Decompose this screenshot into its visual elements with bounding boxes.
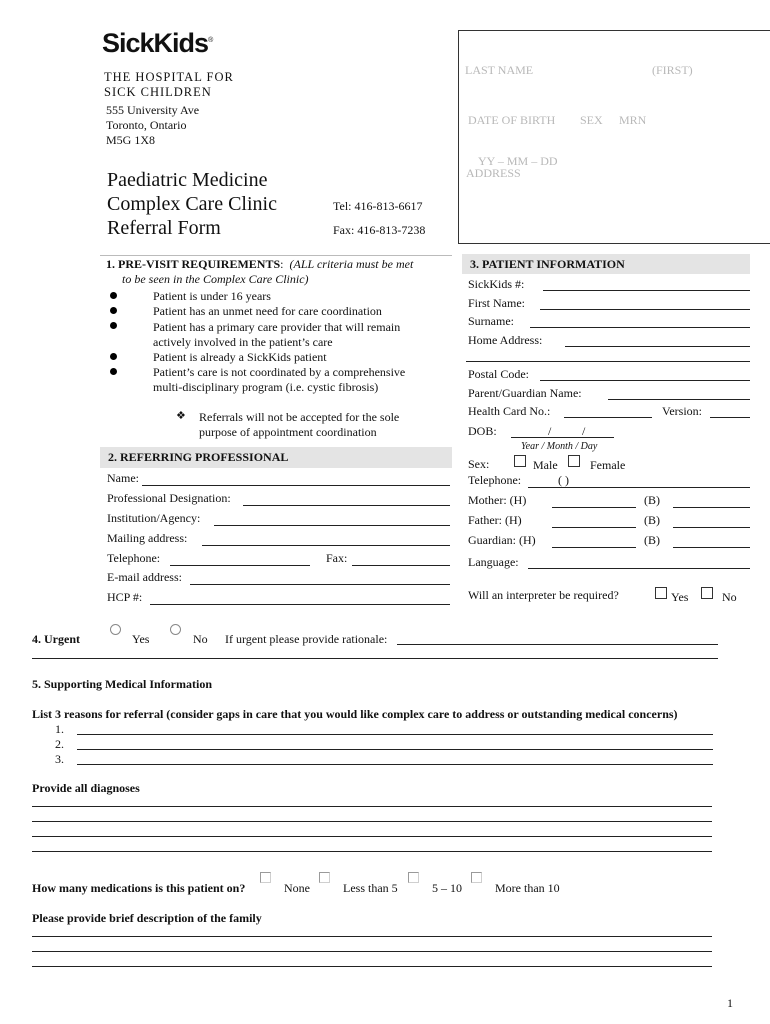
father-business-label: (B) (644, 513, 660, 527)
referrer-telephone-label: Telephone: (107, 551, 161, 565)
mother-home-phone-field[interactable] (552, 507, 636, 508)
bullet-icon (110, 353, 117, 360)
female-checkbox[interactable] (568, 455, 580, 470)
diagnoses-field-line[interactable] (32, 806, 712, 807)
dob-field[interactable] (511, 437, 614, 438)
section1-heading: 1. PRE-VISIT REQUIREMENTS: (ALL criteria must be met (106, 257, 414, 271)
medications-question: How many medications is this patient on? (32, 881, 246, 895)
med-5-10-checkbox[interactable] (408, 872, 419, 888)
version-label: Version: (662, 404, 702, 418)
med-none-label: None (284, 881, 310, 895)
first-name-field[interactable] (540, 309, 750, 310)
family-field-line[interactable] (32, 936, 712, 937)
diamond-icon: ❖ (176, 410, 186, 422)
section2-heading: 2. REFERRING PROFESSIONAL (100, 447, 452, 468)
designation-field[interactable] (243, 505, 450, 506)
referral-note-line2: purpose of appointment coordination (199, 425, 377, 439)
requirement-item-cont: multi-disciplinary program (i.e. cystic fibrosis) (153, 380, 379, 394)
surname-label: Surname: (468, 314, 514, 328)
guardian-phone-label: Guardian: (H) (468, 533, 536, 547)
med-more-than-10-label: More than 10 (495, 881, 560, 895)
requirement-item-cont: actively involved in the patient’s care (153, 335, 333, 349)
bullet-icon (110, 307, 117, 314)
patient-telephone-field[interactable] (528, 487, 750, 488)
mother-business-phone-field[interactable] (673, 507, 750, 508)
label-first-name: (FIRST) (652, 63, 693, 77)
mailing-address-field[interactable] (202, 545, 450, 546)
requirement-item: Patient’s care is not coordinated by a comprehensive (153, 365, 406, 379)
urgent-rationale-field[interactable] (397, 644, 718, 645)
hospital-name-line2: SICK CHILDREN (104, 85, 212, 99)
diagnoses-field-line[interactable] (32, 821, 712, 822)
interpreter-no-label: No (722, 590, 737, 604)
father-home-phone-field[interactable] (552, 527, 636, 528)
referrer-fax-field[interactable] (352, 565, 450, 566)
sickkids-number-label: SickKids #: (468, 277, 525, 291)
section3-heading: 3. PATIENT INFORMATION (462, 254, 750, 274)
page-number: 1 (727, 996, 733, 1010)
home-address-field[interactable] (565, 346, 750, 347)
med-more-than-10-checkbox[interactable] (471, 872, 482, 888)
email-label: E-mail address: (107, 570, 182, 584)
urgent-no-radio[interactable] (170, 624, 181, 639)
guardian-name-label: Parent/Guardian Name: (468, 386, 582, 400)
referrer-name-label: Name: (107, 471, 139, 485)
dob-slash: / (582, 424, 586, 438)
patient-telephone-label: Telephone: (468, 473, 522, 487)
label-last-name: LAST NAME (465, 63, 534, 77)
mailing-address-label: Mailing address: (107, 531, 188, 545)
reason-3-field[interactable] (77, 764, 713, 765)
diagnoses-field-line[interactable] (32, 836, 712, 837)
area-code-parens: ( ) (558, 473, 569, 487)
med-none-checkbox[interactable] (260, 872, 271, 888)
postal-code-field[interactable] (540, 380, 750, 381)
requirement-item: Patient is under 16 years (153, 289, 271, 303)
sickkids-logo: SickKids® (102, 28, 213, 58)
male-label: Male (533, 458, 558, 472)
diagnoses-field-line[interactable] (32, 851, 712, 852)
language-field[interactable] (528, 568, 750, 569)
sickkids-number-field[interactable] (543, 290, 750, 291)
form-title-line2: Complex Care Clinic (107, 193, 277, 215)
med-less-than-5-label: Less than 5 (343, 881, 398, 895)
health-card-label: Health Card No.: (468, 404, 551, 418)
address-street: 555 University Ave (106, 103, 200, 117)
address-postal: M5G 1X8 (106, 133, 156, 147)
institution-label: Institution/Agency: (107, 511, 201, 525)
requirement-item: Patient has an unmet need for care coordination (153, 304, 382, 318)
dob-slash: / (548, 424, 552, 438)
label-address: ADDRESS (466, 166, 521, 180)
referral-note-line1: Referrals will not be accepted for the sole (199, 410, 400, 424)
form-title-line1: Paediatric Medicine (107, 169, 268, 191)
female-label: Female (590, 458, 626, 472)
hcp-field[interactable] (150, 604, 450, 605)
guardian-business-phone-field[interactable] (673, 547, 750, 548)
male-checkbox[interactable] (514, 455, 526, 470)
father-phone-label: Father: (H) (468, 513, 522, 527)
referrer-name-field[interactable] (142, 485, 450, 486)
hospital-name-line1: THE HOSPITAL FOR (104, 70, 234, 84)
reason-2-field[interactable] (77, 749, 713, 750)
postal-code-label: Postal Code: (468, 367, 530, 381)
urgent-no-label: No (193, 632, 208, 646)
reasons-heading: List 3 reasons for referral (consider gaps in care that you would like complex care to address or outstanding medical concerns) (32, 707, 678, 721)
clinic-telephone: Tel: 416-813-6617 (333, 199, 423, 213)
guardian-business-label: (B) (644, 533, 660, 547)
designation-label: Professional Designation: (107, 491, 231, 505)
sex-label: Sex: (468, 457, 490, 471)
email-field[interactable] (190, 584, 450, 585)
institution-field[interactable] (214, 525, 450, 526)
language-label: Language: (468, 555, 519, 569)
dob-label: DOB: (468, 424, 497, 438)
reason-number: 2. (55, 737, 64, 751)
first-name-label: First Name: (468, 296, 525, 310)
hcp-label: HCP #: (107, 590, 143, 604)
referrer-telephone-field[interactable] (170, 565, 310, 566)
bullet-icon (110, 322, 117, 329)
address-city: Toronto, Ontario (106, 118, 187, 132)
dob-format-hint: Year / Month / Day (521, 441, 598, 452)
urgent-rationale-label: If urgent please provide rationale: (225, 632, 388, 646)
mother-business-label: (B) (644, 493, 660, 507)
clinic-fax: Fax: 416-813-7238 (333, 223, 426, 237)
requirement-item: Patient has a primary care provider that will remain (153, 320, 401, 334)
section5-heading: 5. Supporting Medical Information (32, 677, 213, 691)
diagnoses-heading: Provide all diagnoses (32, 781, 140, 795)
med-less-than-5-checkbox[interactable] (319, 872, 330, 888)
version-field[interactable] (710, 417, 750, 418)
interpreter-question: Will an interpreter be required? (468, 588, 619, 602)
guardian-home-phone-field[interactable] (552, 547, 636, 548)
interpreter-no-checkbox[interactable] (701, 587, 713, 602)
urgent-yes-label: Yes (132, 632, 150, 646)
bullet-icon (110, 368, 117, 375)
father-business-phone-field[interactable] (673, 527, 750, 528)
interpreter-yes-checkbox[interactable] (655, 587, 667, 602)
reason-number: 1. (55, 722, 64, 736)
health-card-field[interactable] (564, 417, 652, 418)
requirement-item: Patient is already a SickKids patient (153, 350, 327, 364)
reason-1-field[interactable] (77, 734, 713, 735)
label-dob: DATE OF BIRTH (468, 113, 556, 127)
label-mrn: MRN (619, 113, 647, 127)
form-title-line3: Referral Form (107, 217, 221, 239)
family-field-line[interactable] (32, 966, 712, 967)
reason-number: 3. (55, 752, 64, 766)
urgent-label: 4. Urgent (32, 632, 80, 646)
surname-field[interactable] (530, 327, 750, 328)
home-address-field-line2[interactable] (466, 361, 750, 362)
interpreter-yes-label: Yes (671, 590, 689, 604)
referrer-fax-label: Fax: (326, 551, 348, 565)
label-sex: SEX (580, 113, 603, 127)
urgent-yes-radio[interactable] (110, 624, 121, 639)
family-heading: Please provide brief description of the family (32, 911, 262, 925)
mother-phone-label: Mother: (H) (468, 493, 527, 507)
urgent-rationale-field-line2[interactable] (32, 658, 718, 659)
label-dob-format: YY – MM – DD (478, 154, 558, 168)
guardian-name-field[interactable] (608, 399, 750, 400)
home-address-label: Home Address: (468, 333, 543, 347)
med-5-10-label: 5 – 10 (432, 881, 462, 895)
family-field-line[interactable] (32, 951, 712, 952)
section1-criteria-note: to be seen in the Complex Care Clinic) (122, 272, 309, 286)
bullet-icon (110, 292, 117, 299)
